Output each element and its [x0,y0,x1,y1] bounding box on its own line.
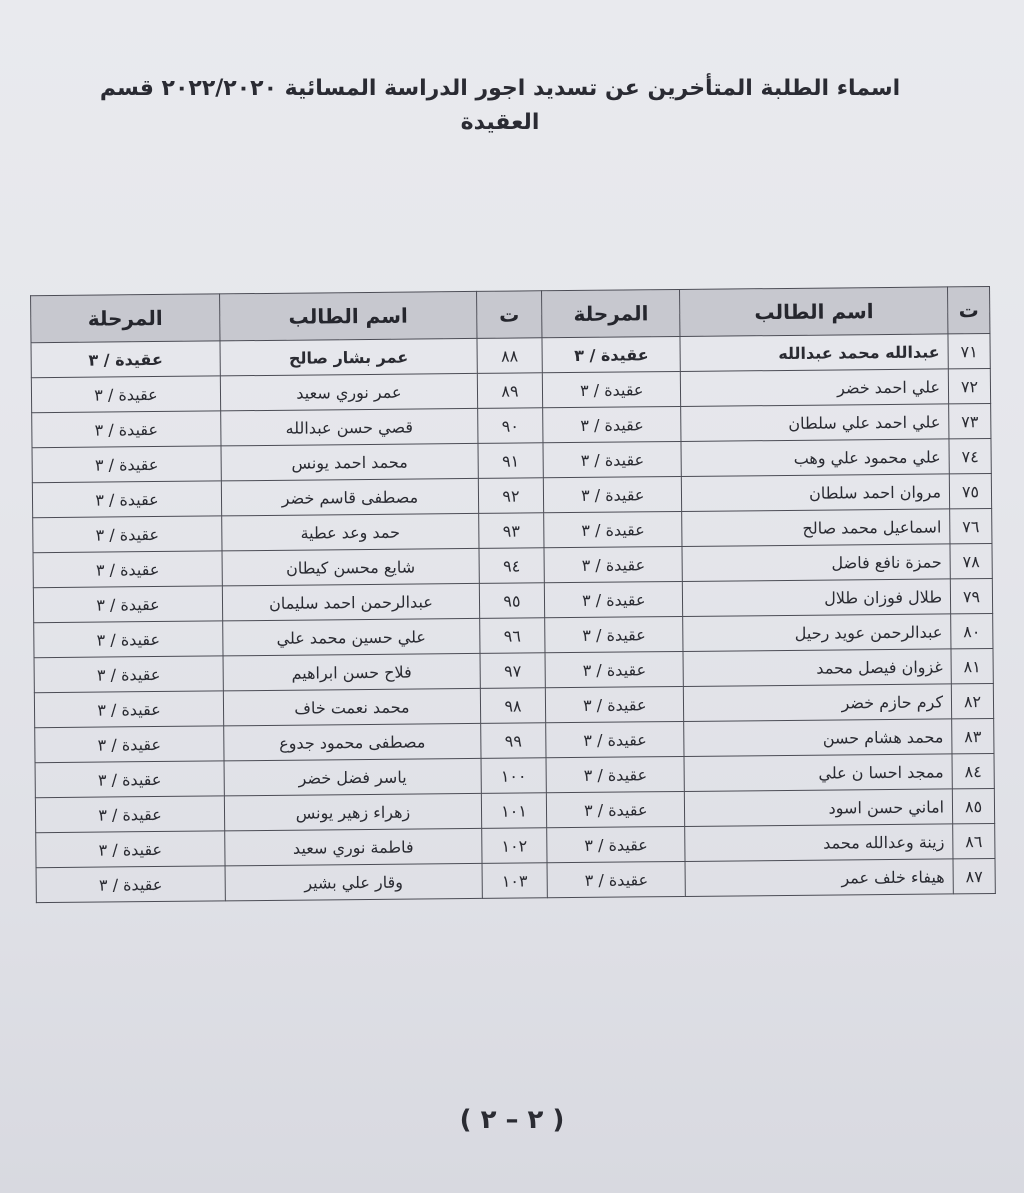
student-stage-right: عقيدة / ٣ [545,686,684,722]
student-stage-left: عقيدة / ٣ [36,866,225,903]
row-number-left: ٩٤ [479,548,544,584]
table-body [31,334,995,903]
row-number-right: ٧١ [948,334,990,369]
student-name-right: اسماعيل محمد صالح [682,509,950,547]
student-stage-left: عقيدة / ٣ [32,411,221,448]
students-table-wrapper [30,286,996,899]
student-stage-left: عقيدة / ٣ [31,341,220,378]
student-name-right: غزوان فيصل محمد [683,649,951,687]
document-title: اسماء الطلبة المتأخرين عن تسديد اجور الدراسة المسائية ٢٠٢٢/٢٠٢٠ قسم العقيدة [99,76,901,135]
student-stage-right: عقيدة / ٣ [542,371,681,407]
row-number-right: ٨٧ [953,858,995,893]
student-stage-right: عقيدة / ٣ [545,616,684,652]
student-name-left: مصطفى محمود جدوع [224,723,481,760]
row-number-right: ٧٩ [950,578,992,613]
row-number-left: ٩٨ [480,688,545,724]
student-stage-left: عقيدة / ٣ [33,516,222,553]
row-number-right: ٧٥ [949,473,991,508]
student-stage-left: عقيدة / ٣ [34,656,223,693]
row-number-left: ٩٠ [478,408,543,444]
student-stage-right: عقيدة / ٣ [543,441,682,477]
header-name-2: اسم الطالب [219,291,476,340]
row-number-right: ٧٣ [949,403,991,438]
student-name-left: محمد نعمت خاف [223,688,480,725]
row-number-right: ٨٦ [953,823,995,858]
student-name-left: محمد احمد يونس [221,443,478,480]
row-number-left: ٩١ [478,443,543,479]
student-name-left: عبدالرحمن احمد سليمان [222,583,479,620]
student-stage-left: عقيدة / ٣ [34,691,223,728]
row-number-right: ٧٢ [948,369,990,404]
row-number-right: ٨٠ [951,613,993,648]
student-name-left: قصي حسن عبدالله [221,408,478,445]
row-number-left: ٩٢ [478,478,543,514]
student-name-left: فلاح حسن ابراهيم [223,653,480,690]
row-number-left: ٨٨ [477,338,542,374]
student-name-right: اماني حسن اسود [685,789,953,827]
student-name-right: عبدالله محمد عبدالله [680,334,948,372]
row-number-left: ١٠١ [481,793,546,829]
row-number-right: ٨٢ [951,683,993,718]
row-number-left: ١٠٣ [482,863,547,899]
student-name-right: هيفاء خلف عمر [685,859,953,897]
student-name-right: عبدالرحمن عويد رحيل [683,614,951,652]
student-name-left: وقار علي بشير [225,863,482,900]
student-name-left: زهراء زهير يونس [224,793,481,830]
students-table [30,286,996,903]
student-name-right: علي احمد خضر [681,369,949,407]
student-name-left: علي حسين محمد علي [223,618,480,655]
row-number-left: ٩٩ [481,723,546,759]
student-stage-right: عقيدة / ٣ [546,791,685,827]
student-name-left: فاطمة نوري سعيد [225,828,482,865]
student-name-left: حمد وعد عطية [222,513,479,550]
student-name-right: علي احمد علي سلطان [681,404,949,442]
row-number-left: ١٠٠ [481,758,546,794]
student-name-right: طلال فوزان طلال [683,579,951,617]
student-stage-left: عقيدة / ٣ [33,551,222,588]
student-stage-right: عقيدة / ٣ [544,581,683,617]
row-number-right: ٧٨ [950,543,992,578]
student-name-left: عمر بشار صالح [220,338,477,375]
row-number-right: ٨٣ [952,718,994,753]
student-stage-left: عقيدة / ٣ [32,446,221,483]
student-stage-left: عقيدة / ٣ [33,586,222,623]
student-stage-right: عقيدة / ٣ [542,336,681,372]
student-stage-left: عقيدة / ٣ [31,376,220,413]
student-name-right: محمد هشام حسن [684,719,952,757]
student-name-right: كرم حازم خضر [684,684,952,722]
student-stage-right: عقيدة / ٣ [546,721,685,757]
row-number-right: ٨٤ [952,753,994,788]
student-stage-right: عقيدة / ٣ [544,511,683,547]
student-name-left: ياسر فضل خضر [224,758,481,795]
student-name-right: مروان احمد سلطان [682,474,950,512]
row-number-right: ٨٥ [952,788,994,823]
student-stage-right: عقيدة / ٣ [544,546,683,582]
student-stage-left: عقيدة / ٣ [35,761,224,798]
student-stage-left: عقيدة / ٣ [36,831,225,868]
student-stage-left: عقيدة / ٣ [35,796,224,833]
student-stage-right: عقيدة / ٣ [543,476,682,512]
student-name-right: حمزة نافع فاضل [682,544,950,582]
student-name-left: شايع محسن كيطان [222,548,479,585]
student-stage-right: عقيدة / ٣ [547,861,686,897]
student-stage-left: عقيدة / ٣ [35,726,224,763]
row-number-right: ٧٤ [949,438,991,473]
row-number-left: ٩٥ [479,583,544,619]
student-stage-right: عقيدة / ٣ [543,406,682,442]
header-num-2: ت [476,291,541,339]
row-number-right: ٨١ [951,648,993,683]
student-name-right: ممجد احسا ن علي [684,754,952,792]
row-number-left: ٩٦ [480,618,545,654]
header-num-1: ت [948,287,990,334]
student-stage-left: عقيدة / ٣ [32,481,221,518]
student-name-right: علي محمود علي وهب [681,439,949,477]
row-number-left: ٩٧ [480,653,545,689]
student-name-left: عمر نوري سعيد [220,373,477,410]
row-number-right: ٧٦ [950,508,992,543]
header-stage-2: المرحلة [31,294,220,343]
student-name-right: زينة وعدالله محمد [685,824,953,862]
header-name-1: اسم الطالب [680,287,948,337]
student-stage-right: عقيدة / ٣ [546,756,685,792]
header-stage-1: المرحلة [542,289,681,337]
student-stage-left: عقيدة / ٣ [34,621,223,658]
student-stage-right: عقيدة / ٣ [547,826,686,862]
row-number-left: ١٠٢ [482,828,547,864]
page-number: ( ٢ – ٢ ) [459,1105,565,1135]
row-number-left: ٨٩ [477,373,542,409]
student-stage-right: عقيدة / ٣ [545,651,684,687]
row-number-left: ٩٣ [479,513,544,549]
student-name-left: مصطفى قاسم خضر [221,478,478,515]
